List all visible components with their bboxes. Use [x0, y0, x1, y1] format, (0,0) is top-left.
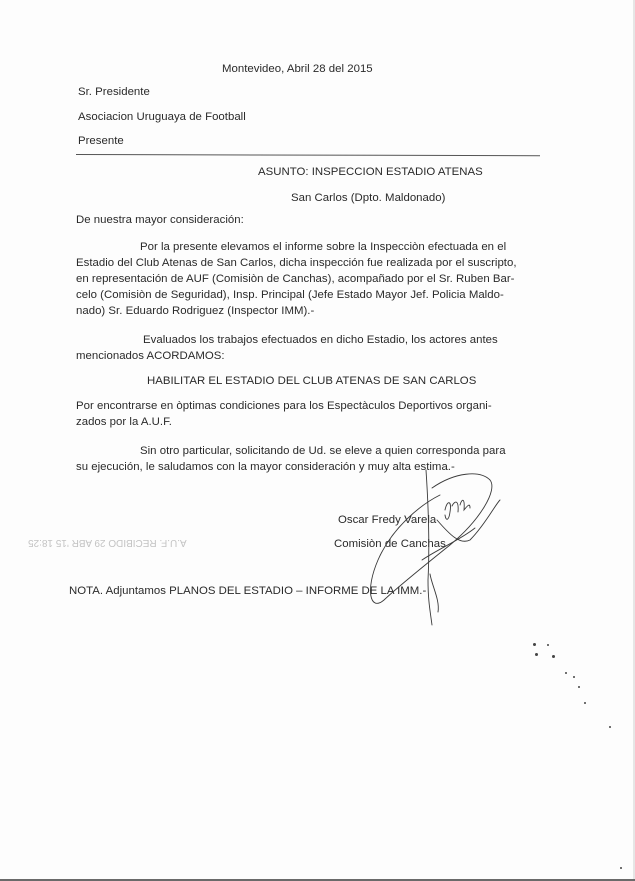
p2-line: mencionados ACORDAMOS: — [76, 350, 225, 362]
header-divider — [76, 154, 540, 156]
recipient-title: Sr. Presidente — [78, 86, 150, 98]
subject-line: ASUNTO: INSPECCION ESTADIO ATENAS — [258, 166, 483, 178]
signer-title: Comisiòn de Canchas — [334, 538, 446, 550]
p2-line: Evaluados los trabajos efectuados en dicho Estadio, los actores antes — [143, 334, 498, 346]
p1-line: nado) Sr. Eduardo Rodriguez (Inspector IMM).- — [76, 305, 315, 317]
p3-line: zados por la A.U.F. — [76, 416, 172, 428]
p4-line: Sin otro particular, solicitando de Ud. se eleve a quien corresponda para — [140, 445, 506, 457]
p4-line: su ejecución, le saludamos con la mayor consideración y muy alta estima.- — [76, 461, 455, 473]
salutation: De nuestra mayor consideración: — [76, 214, 244, 226]
recipient-presente: Presente — [78, 135, 124, 147]
signer-name: Oscar Fredy Varela — [338, 514, 437, 526]
p1-line: Por la presente elevamos el informe sobre la Inspecciòn efectuada en el — [140, 241, 507, 253]
recipient-organization: Asociacion Uruguaya de Football — [78, 111, 246, 123]
note-line: NOTA. Adjuntamos PLANOS DEL ESTADIO – INFORME DE LA IMM.- — [69, 585, 427, 597]
received-stamp: A.U.F. RECIBIDO 29 ABR '15 18:25 — [28, 537, 187, 548]
p1-line: Estadio del Club Atenas de San Carlos, dicha inspección fue realizada por el suscripto, — [76, 257, 517, 269]
p1-line: en representación de AUF (Comisiòn de Canchas), acompañado por el Sr. Ruben Bar- — [76, 273, 515, 285]
p1-line: celo (Comisiòn de Seguridad), Insp. Principal (Jefe Estado Mayor Jef. Policia Maldo- — [76, 289, 504, 301]
subject-location: San Carlos (Dpto. Maldonado) — [291, 192, 446, 204]
resolution-heading: HABILITAR EL ESTADIO DEL CLUB ATENAS DE SAN CARLOS — [147, 375, 477, 387]
date-line: Montevideo, Abril 28 del 2015 — [222, 63, 373, 75]
p3-line: Por encontrarse en òptimas condiciones para los Espectàculos Deportivos organi- — [76, 400, 492, 412]
